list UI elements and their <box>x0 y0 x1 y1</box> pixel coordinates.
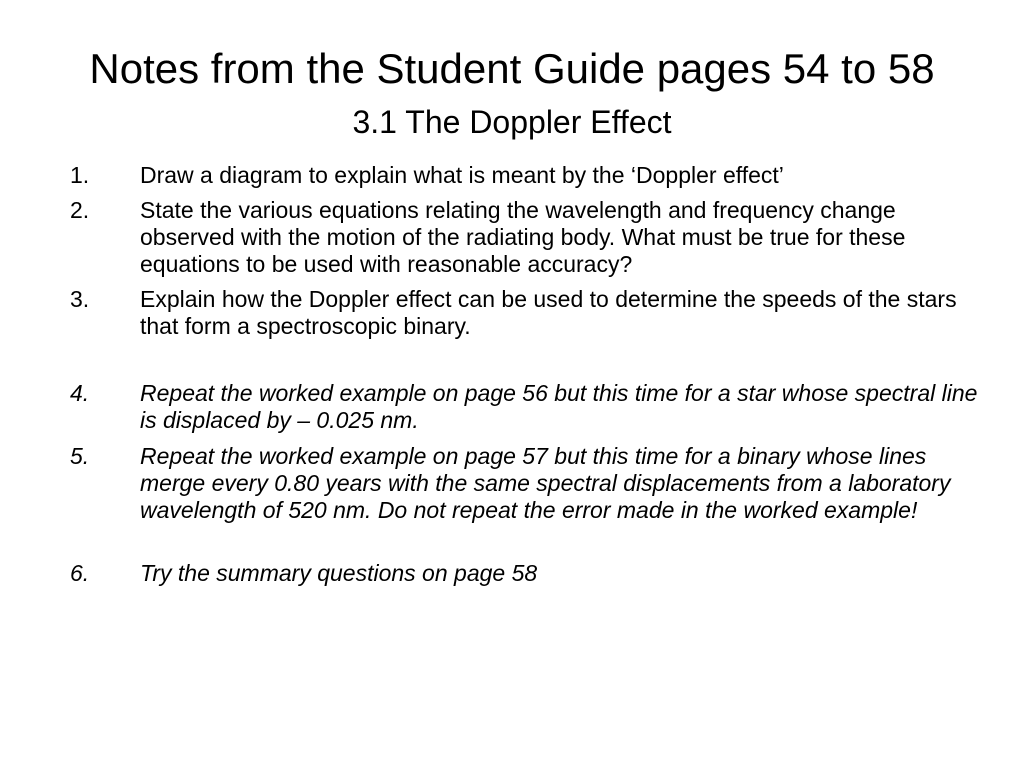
list-item-6 <box>70 560 990 587</box>
list-item-5 <box>70 443 990 524</box>
list-item-1 <box>70 162 990 189</box>
item-text: Repeat the worked example on page 56 but this time for a star whose spectral line is displaced by – 0.025 nm. <box>140 380 978 433</box>
item-text: Draw a diagram to explain what is meant by the ‘Doppler effect’ <box>140 162 784 188</box>
list-item-3 <box>70 286 990 340</box>
list-item-4 <box>70 380 990 434</box>
item-number: 3. <box>70 286 90 312</box>
slide-subtitle: 3.1 The Doppler Effect <box>352 104 672 140</box>
item-number: 4. <box>70 380 90 406</box>
item-text: Explain how the Doppler effect can be used to determine the speeds of the stars that form a spectroscopic binary. <box>140 286 957 339</box>
item-text: Try the summary questions on page 58 <box>140 560 538 586</box>
list-item-2 <box>70 197 990 278</box>
item-number: 6. <box>70 560 90 586</box>
item-number: 1. <box>70 162 90 188</box>
item-text: State the various equations relating the wavelength and frequency change observed with the motion of the radiating body. What must be true for these equations to be used with reasonable accuracy? <box>140 197 906 277</box>
item-text: Repeat the worked example on page 57 but this time for a binary whose lines merge every 0.80 years with the same spectral displacements from a laboratory wavelength of 520 nm. Do not repeat the error made in the worked example! <box>140 443 951 523</box>
slide-title: Notes from the Student Guide pages 54 to 58 <box>89 45 935 92</box>
item-number: 5. <box>70 443 90 469</box>
item-number: 2. <box>70 197 90 223</box>
